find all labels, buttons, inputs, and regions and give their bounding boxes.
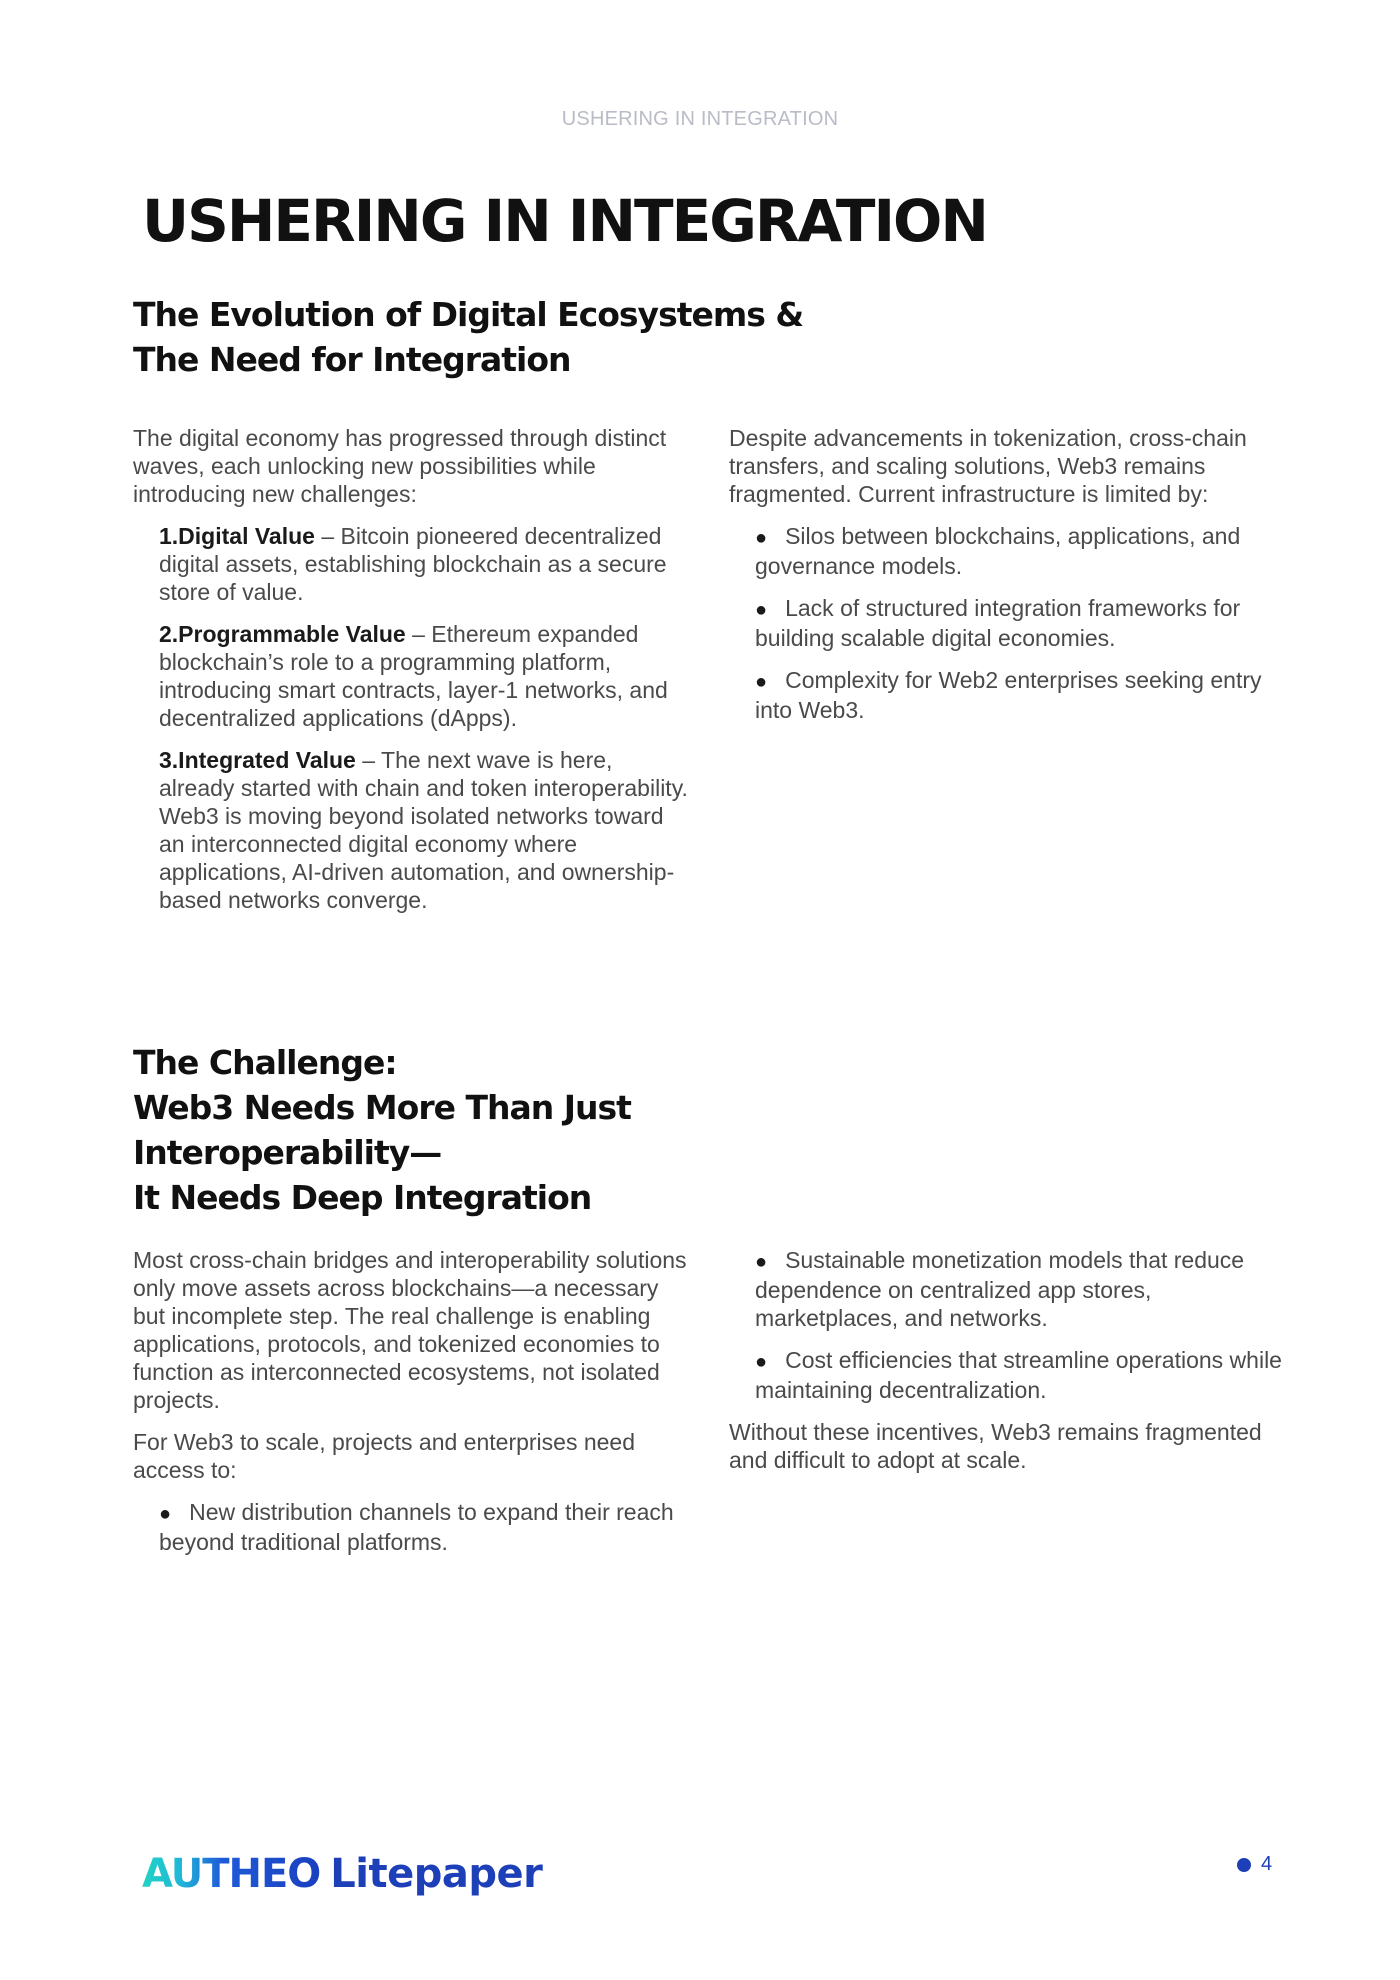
page-number-value: 4 xyxy=(1261,1853,1273,1875)
section-heading-evolution xyxy=(133,292,803,382)
list-item xyxy=(755,1346,1289,1404)
list-item-text: New distribution channels to expand their reach beyond traditional platforms. xyxy=(159,1499,674,1555)
list-item xyxy=(159,746,693,914)
list-item-text: Silos between blockchains, applications, and governance models. xyxy=(755,523,1241,579)
list-item-term: 1.Digital Value xyxy=(159,523,315,549)
heading-line: It Needs Deep Integration xyxy=(133,1178,592,1217)
list-item-term: 2.Programmable Value xyxy=(159,621,406,647)
scale-needs-intro: For Web3 to scale, projects and enterprises need access to: xyxy=(133,1429,636,1483)
heading-line: Web3 Needs More Than Just xyxy=(133,1088,631,1127)
list-item xyxy=(755,1246,1289,1332)
challenge-right-column xyxy=(729,1246,1289,1488)
page-number xyxy=(1237,1853,1272,1876)
fragmentation-intro: Despite advancements in tokenization, cross-chain transfers, and scaling solutions, Web3 remains fragmented. Current infrastructure is limited by: xyxy=(729,425,1247,507)
needs-list-right xyxy=(729,1246,1289,1404)
list-item-text: Lack of structured integration frameworks for building scalable digital economies. xyxy=(755,595,1241,651)
bullet-icon: ● xyxy=(755,1251,768,1273)
conclusion-paragraph: Without these incentives, Web3 remains fragmented and difficult to adopt at scale. xyxy=(729,1419,1262,1473)
list-item-text: Sustainable monetization models that reduce dependence on centralized app stores, marketplaces, and networks. xyxy=(755,1247,1245,1331)
bullet-icon: ● xyxy=(755,1351,768,1373)
list-item-text: – The next wave is here, already started with chain and token interoperability. Web3 is moving beyond isolated networks toward an interconnected digital economy where applications, AI-driven automation, and ownership-based networks converge. xyxy=(159,747,688,913)
list-item xyxy=(755,666,1289,724)
list-item xyxy=(159,522,693,606)
value-waves-list xyxy=(133,522,693,914)
list-item-text: Complexity for Web2 enterprises seeking entry into Web3. xyxy=(755,667,1262,723)
challenge-paragraph: Most cross-chain bridges and interoperability solutions only move assets across blockchains—a necessary but incomplete step. The real challenge is enabling applications, protocols, and tokenized economies to function as interconnected ecosystems, not isolated projects. xyxy=(133,1247,687,1413)
evolution-left-column xyxy=(133,424,693,928)
section-heading-challenge xyxy=(133,1040,631,1220)
bullet-icon: ● xyxy=(755,599,768,621)
challenge-left-column xyxy=(133,1246,693,1570)
brand-subtitle: Litepaper xyxy=(330,1851,543,1897)
heading-line: Interoperability— xyxy=(133,1133,442,1172)
list-item xyxy=(159,1498,693,1556)
bullet-icon: ● xyxy=(755,527,768,549)
list-item-term: 3.Integrated Value xyxy=(159,747,356,773)
list-item-text: Cost efficiencies that streamline operations while maintaining decentralization. xyxy=(755,1347,1282,1403)
running-header: USHERING IN INTEGRATION xyxy=(561,108,839,130)
evolution-intro: The digital economy has progressed through distinct waves, each unlocking new possibilities while introducing new challenges: xyxy=(133,425,667,507)
list-item xyxy=(755,594,1289,652)
list-item-text: – Bitcoin pioneered decentralized digital assets, establishing blockchain as a secure store of value. xyxy=(159,523,667,605)
list-item-text: – Ethereum expanded blockchain’s role to a programming platform, introducing smart contracts, layer-1 networks, and decentralized applications (dApps). xyxy=(159,621,668,731)
page-title: USHERING IN INTEGRATION xyxy=(142,187,987,255)
list-item xyxy=(159,620,693,732)
list-item xyxy=(755,522,1289,580)
heading-line: The Need for Integration xyxy=(133,340,571,379)
needs-list-left xyxy=(133,1498,693,1556)
heading-line: The Challenge: xyxy=(133,1043,397,1082)
bullet-icon: ● xyxy=(159,1503,172,1525)
brand-name: AUTHEO xyxy=(142,1851,321,1897)
brand-logo xyxy=(142,1851,543,1897)
heading-line: The Evolution of Digital Ecosystems & xyxy=(133,295,804,334)
bullet-icon: ● xyxy=(755,671,768,693)
page-dot-icon xyxy=(1237,1858,1251,1872)
evolution-right-column xyxy=(729,424,1289,738)
limitations-list xyxy=(729,522,1289,724)
